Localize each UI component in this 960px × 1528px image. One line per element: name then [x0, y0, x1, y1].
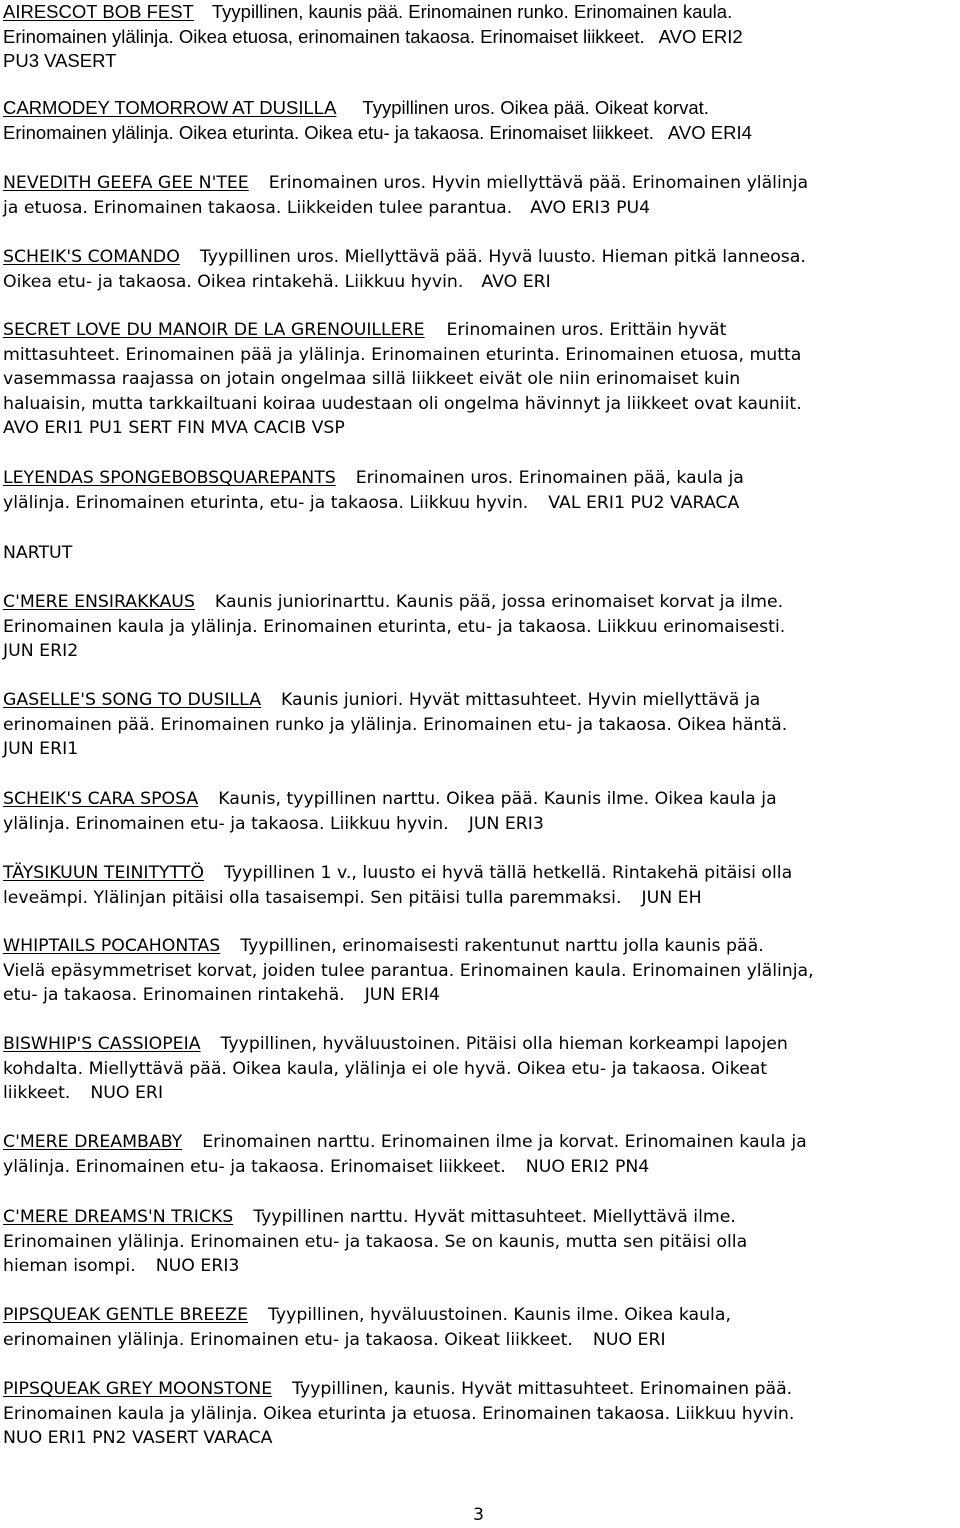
- critique-text: erinomainen pää. Erinomainen runko ja ylälinja. Erinomainen etu- ja takaosa. Oikea häntä.: [3, 714, 788, 735]
- critique-text: Kaunis, tyypillinen narttu. Oikea pää. Kaunis ilme. Oikea kaula ja: [218, 789, 777, 809]
- result-text: NUO ERI3: [155, 1256, 240, 1277]
- critique-text: Kaunis juniori. Hyvät mittasuhteet. Hyvin miellyttävä ja: [281, 690, 761, 710]
- critique-text: Tyypillinen uros. Oikea pää. Oikeat korvat.: [362, 97, 709, 118]
- result-text: JUN EH: [641, 887, 702, 908]
- dog-name: BISWHIP'S CASSIOPEIA: [3, 1034, 201, 1054]
- dog-name: GASELLE'S SONG TO DUSILLA: [3, 690, 262, 710]
- critique-text: liikkeet.: [3, 1083, 71, 1104]
- critique-text: Tyypillinen narttu. Hyvät mittasuhteet. Miellyttävä ilme.: [253, 1207, 736, 1227]
- result-text: JUN ERI1: [3, 739, 79, 760]
- critique-text: Erinomainen uros. Hyvin miellyttävä pää. Erinomainen ylälinja: [268, 173, 809, 193]
- critique-text: haluaisin, mutta tarkkailtuani koiraa uudestaan oli ongelma hävinnyt ja liikkeet ovat kauniit.: [3, 393, 802, 414]
- result-text: JUN ERI2: [3, 641, 79, 662]
- dog-name: TÄYSIKUUN TEINITYTTÖ: [3, 863, 205, 883]
- dog-entry: [3, 1130, 958, 1179]
- result-text: NUO ERI1 PN2 VASERT VARACA: [3, 1428, 273, 1449]
- dog-name: C'MERE DREAMBABY: [3, 1132, 183, 1152]
- critique-text: ylälinja. Erinomainen eturinta, etu- ja takaosa. Liikkuu hyvin.: [3, 492, 529, 513]
- dog-name: PIPSQUEAK GENTLE BREEZE: [3, 1305, 249, 1325]
- dog-name: LEYENDAS SPONGEBOBSQUAREPANTS: [3, 468, 336, 488]
- critique-text: Vielä epäsymmetriset korvat, joiden tulee parantua. Erinomainen kaula. Erinomainen ylälinja,: [3, 960, 814, 981]
- critique-text: ylälinja. Erinomainen etu- ja takaosa. Liikkuu hyvin.: [3, 813, 449, 834]
- critique-text: Tyypillinen, kaunis pää. Erinomainen runko. Erinomainen kaula.: [211, 1, 733, 22]
- critique-text: hieman isompi.: [3, 1256, 136, 1277]
- dog-entry: [3, 318, 958, 441]
- result-text: PU3 VASERT: [3, 50, 117, 72]
- dog-name: WHIPTAILS POCAHONTAS: [3, 936, 221, 956]
- critique-text: Erinomainen uros. Erittäin hyvät: [446, 320, 727, 340]
- result-text: AVO ERI1 PU1 SERT FIN MVA CACIB VSP: [3, 418, 345, 439]
- page-number: 3: [473, 1505, 484, 1525]
- critique-text: ylälinja. Erinomainen etu- ja takaosa. Erinomaiset liikkeet.: [3, 1156, 506, 1177]
- critique-text: Erinomainen uros. Erinomainen pää, kaula ja: [355, 468, 744, 488]
- dog-entry: [3, 934, 958, 1008]
- critique-text: Tyypillinen 1 v., luusto ei hyvä tällä hetkellä. Rintakehä pitäisi olla: [224, 863, 793, 883]
- critique-text: etu- ja takaosa. Erinomainen rintakehä.: [3, 985, 345, 1006]
- critique-text: kohdalta. Miellyttävä pää. Oikea kaula, ylälinja ei ole hyvä. Oikea etu- ja takaosa. Oikeat: [3, 1058, 768, 1079]
- dog-name: SCHEIK'S COMANDO: [3, 247, 180, 267]
- dog-entry: [3, 96, 958, 145]
- dog-entry: [3, 1303, 958, 1352]
- dog-entry: [3, 861, 958, 910]
- dog-entry: [3, 171, 958, 220]
- dog-entry: [3, 688, 958, 762]
- critique-text: Erinomainen narttu. Erinomainen ilme ja korvat. Erinomainen kaula ja: [202, 1132, 807, 1152]
- dog-name: CARMODEY TOMORROW AT DUSILLA: [3, 97, 337, 118]
- critique-text: mittasuhteet. Erinomainen pää ja ylälinja. Erinomainen eturinta. Erinomainen etuosa, mutta: [3, 344, 802, 365]
- result-text: AVO ERI2: [658, 25, 743, 47]
- critique-text: Erinomainen kaula ja ylälinja. Oikea eturinta ja etuosa. Erinomainen takaosa. Liikkuu hyvin.: [3, 1403, 795, 1424]
- critique-text: Oikea etu- ja takaosa. Oikea rintakehä. Liikkuu hyvin.: [3, 271, 464, 292]
- critique-text: vasemmassa raajassa on jotain ongelmaa sillä liikkeet eivät ole niin erinomaiset kuin: [3, 369, 741, 390]
- critique-text: Erinomainen ylälinja. Erinomainen etu- ja takaosa. Se on kaunis, mutta sen pitäisi olla: [3, 1231, 748, 1252]
- dog-name: NEVEDITH GEEFA GEE N'TEE: [3, 173, 249, 193]
- result-text: NUO ERI: [592, 1329, 666, 1350]
- dog-name: C'MERE ENSIRAKKAUS: [3, 592, 195, 612]
- result-text: NUO ERI2 PN4: [525, 1156, 650, 1177]
- critique-text: ja etuosa. Erinomainen takaosa. Liikkeiden tulee parantua.: [3, 197, 513, 218]
- critique-text: Tyypillinen, kaunis. Hyvät mittasuhteet. Erinomainen pää.: [292, 1379, 793, 1399]
- result-text: JUN ERI4: [364, 985, 440, 1006]
- critique-text: Erinomainen kaula ja ylälinja. Erinomainen eturinta, etu- ja takaosa. Liikkuu erinomaisesti.: [3, 616, 786, 637]
- dog-entry: [3, 245, 958, 294]
- dog-name: SECRET LOVE DU MANOIR DE LA GRENOUILLERE: [3, 320, 425, 340]
- dog-entry: [3, 0, 958, 74]
- critique-text: Erinomainen ylälinja. Oikea etuosa, erinomainen takaosa. Erinomaiset liikkeet.: [3, 25, 645, 47]
- result-text: NUO ERI: [90, 1083, 164, 1104]
- critique-text: erinomainen ylälinja. Erinomainen etu- ja takaosa. Oikeat liikkeet.: [3, 1329, 573, 1350]
- dog-entry: [3, 1377, 958, 1451]
- critique-text: Tyypillinen uros. Miellyttävä pää. Hyvä luusto. Hieman pitkä lanneosa.: [199, 247, 806, 267]
- critique-text: Tyypillinen, hyväluustoinen. Kaunis ilme. Oikea kaula,: [268, 1305, 731, 1325]
- dog-entry: [3, 590, 958, 664]
- dog-name: C'MERE DREAMS'N TRICKS: [3, 1207, 234, 1227]
- critique-text: Kaunis juniorinarttu. Kaunis pää, jossa erinomaiset korvat ja ilme.: [214, 592, 784, 612]
- dog-entry: [3, 787, 958, 836]
- critique-text: Erinomainen ylälinja. Oikea eturinta. Oikea etu- ja takaosa. Erinomaiset liikkeet.: [3, 121, 654, 143]
- result-text: AVO ERI3 PU4: [530, 197, 651, 218]
- dog-name: SCHEIK'S CARA SPOSA: [3, 789, 199, 809]
- result-text: AVO ERI: [481, 271, 551, 292]
- critique-text: Tyypillinen, hyväluustoinen. Pitäisi olla hieman korkeampi lapojen: [220, 1034, 788, 1054]
- result-text: JUN ERI3: [468, 813, 544, 834]
- dog-entry: [3, 1032, 958, 1106]
- dog-name: PIPSQUEAK GREY MOONSTONE: [3, 1379, 273, 1399]
- critique-text: Tyypillinen, erinomaisesti rakentunut narttu jolla kaunis pää.: [240, 936, 764, 956]
- result-text: VAL ERI1 PU2 VARACA: [548, 492, 740, 513]
- critique-text: leveämpi. Ylälinjan pitäisi olla tasaisempi. Sen pitäisi tulla paremmaksi.: [3, 887, 622, 908]
- section-heading-females: NARTUT: [3, 543, 73, 563]
- dog-entry: [3, 466, 958, 515]
- dog-name: AIRESCOT BOB FEST: [3, 1, 194, 22]
- result-text: AVO ERI4: [667, 121, 752, 143]
- dog-entry: [3, 1205, 958, 1279]
